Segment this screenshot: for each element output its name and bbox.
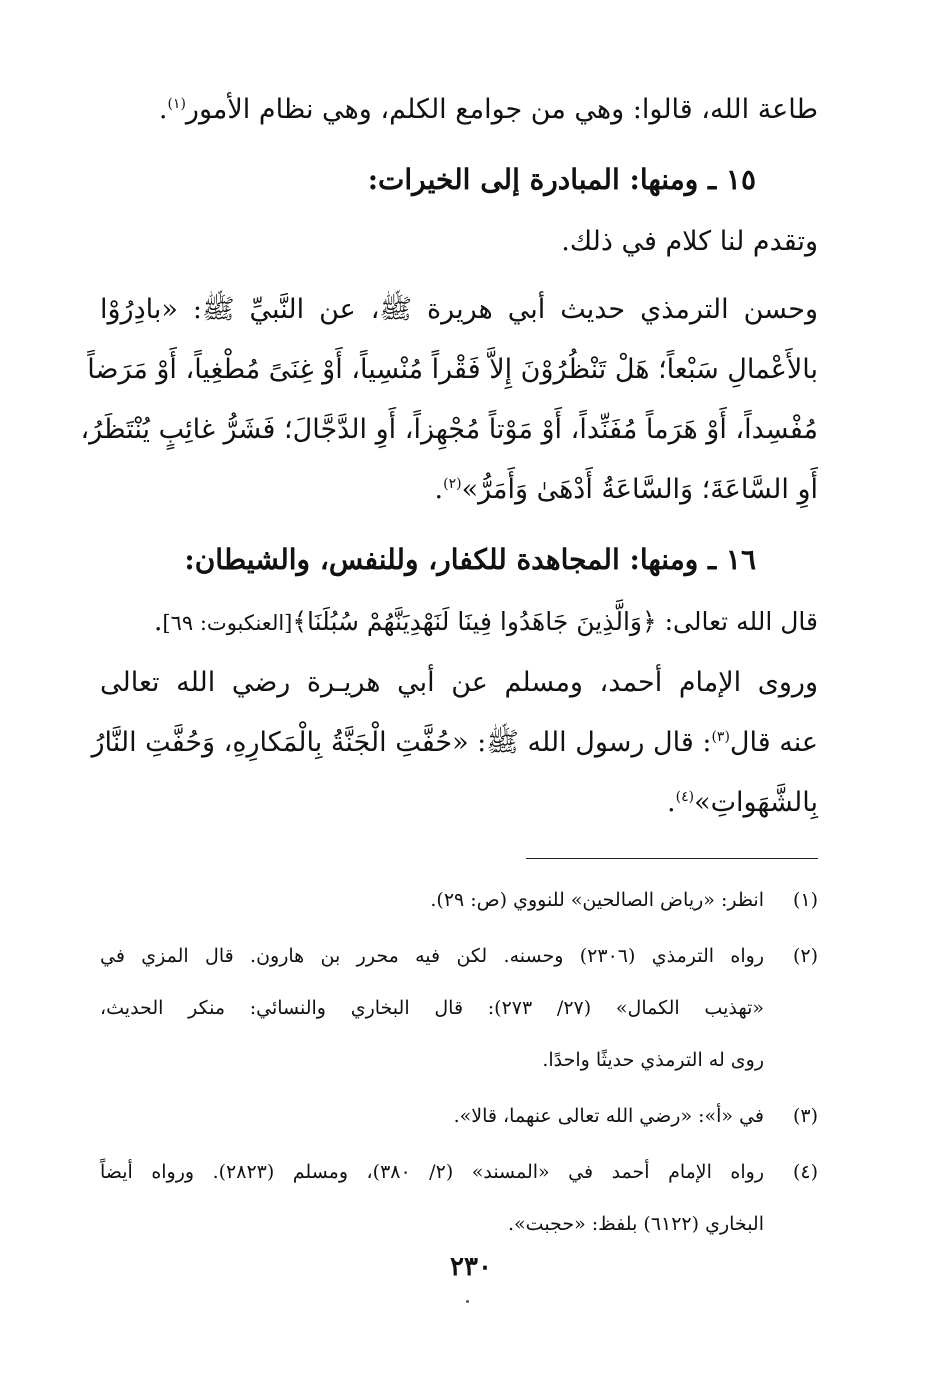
footnote — [100, 1090, 818, 1142]
footnote-marker[interactable]: (٤) — [675, 789, 695, 805]
footnote-line: «تهذيب الكمال» (٢٧/ ٢٧٣): قال البخاري والنسائي: منكر الحديث، — [100, 997, 764, 1019]
footnote — [100, 874, 818, 926]
footnote-line: انظر: «رياض الصالحين» للنووي (ص: ٢٩). — [430, 889, 764, 911]
text-line: عنه قال$^{(٣)}$: قال رسول الله ﷺ: «حُفَّتِ الْجَنَّةُ بِالْمَكارِهِ، وَحُفَّتِ النَّارُ — [91, 727, 818, 758]
footnote — [100, 930, 818, 1086]
footnote-line: روى له الترمذي حديثًا واحدًا. — [542, 1049, 764, 1071]
text-line: وحسن الترمذي حديث أبي هريرة ﷺ، عن النَّبيِّ ﷺ: «بادِرُوْا — [100, 294, 818, 325]
footnote-marker[interactable]: (٢) — [443, 476, 462, 492]
footnote-line: رواه الترمذي (٢٣٠٦) وحسنه. لكن فيه محرر بن هارون. قال المزي في — [100, 945, 764, 967]
text-line: وتقدم لنا كلام في ذلك. — [561, 226, 818, 257]
text-line: طاعة الله، قالوا: وهي من جوامع الكلم، وهي نظام الأمور$^{(١)}$. — [158, 94, 818, 125]
main-text — [80, 80, 818, 833]
footnote-marker[interactable]: (٣) — [711, 729, 730, 745]
footnote-marker[interactable]: (١) — [167, 96, 186, 112]
text-line: بِالشَّهَواتِ»$^{(٤)}$. — [667, 787, 818, 818]
text-line: بالأَعْمالِ سَبْعاً؛ هَلْ تَنْظُرُوْنَ إِلاَّ فَقْراً مُنْسِياً، أَوْ غِنَىً مُطْغِياً، أَوْ مَرَضاً — [87, 354, 818, 385]
footnotes — [100, 874, 818, 1250]
decorative-dot — [466, 1300, 469, 1303]
footnote-number: (٢) — [792, 945, 818, 967]
section-heading: ١٥ ـ ومنها: المبادرة إلى الخيرات: — [367, 163, 756, 196]
page-number: ٢٣٠ — [450, 1252, 492, 1282]
quran-reference: [العنكبوت: ٦٩] — [162, 611, 293, 635]
footnote-separator — [526, 858, 818, 859]
quran-verse-line: قال الله تعالى: ﴿وَالَّذِينَ جَاهَدُوا فِينَا لَنَهْدِيَنَّهُمْ سُبُلَنَا﴾[العنكبوت: ٦٩]. — [153, 606, 818, 637]
footnote-number: (٤) — [792, 1161, 818, 1183]
footnote-line: في «أ»: «رضي الله تعالى عنهما، قالا». — [453, 1105, 764, 1127]
footnote-number: (١) — [792, 889, 818, 911]
footnote — [100, 1146, 818, 1250]
section-heading: ١٦ ـ ومنها: المجاهدة للكفار، وللنفس، والشيطان: — [184, 543, 756, 576]
footnote-number: (٣) — [792, 1105, 818, 1127]
text-line: مُفْسِداً، أَوْ هَرَماً مُفَنِّداً، أَوْ مَوْتاً مُجْهِزاً، أَوِ الدَّجَّالَ؛ فَشَرُّ غائِبٍ يُنْتَظَرُ، — [80, 414, 818, 445]
footnote-line: رواه الإمام أحمد في «المسند» (٢/ ٣٨٠)، ومسلم (٢٨٢٣). ورواه أيضاً — [100, 1161, 764, 1183]
text-line: أَوِ السَّاعَةَ؛ وَالسَّاعَةُ أَدْهَىٰ وَأَمَرُّ»$^{(٢)}$. — [434, 474, 818, 505]
text-line: وروى الإمام أحمد، ومسلم عن أبي هريـرة رضي الله تعالى — [100, 667, 818, 698]
footnote-line: البخاري (٦١٢٢) بلفظ: «حجبت». — [508, 1213, 764, 1235]
